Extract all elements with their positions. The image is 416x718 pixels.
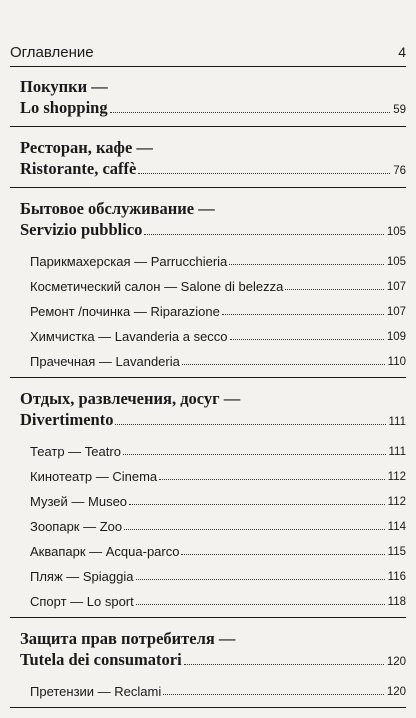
entry-label: Зоопарк — Zoo <box>30 519 123 534</box>
entry-page-number: 107 <box>386 306 406 318</box>
section-title-ru: Ресторан, кафе — <box>20 138 153 157</box>
dot-leader <box>159 479 385 480</box>
dot-leader <box>230 339 384 340</box>
dot-leader <box>181 554 384 555</box>
toc-section <box>10 198 406 378</box>
entry-label: Претензии — Reclami <box>30 684 162 699</box>
section-title-line[interactable] <box>20 409 406 430</box>
toc-entry[interactable] <box>20 344 406 369</box>
entry-page-number: 115 <box>387 546 406 558</box>
table-of-contents <box>10 76 406 718</box>
toc-entry[interactable] <box>20 484 406 509</box>
section-title-ru: Защита прав потребителя — <box>20 629 236 648</box>
section-title-it: Ristorante, caffè <box>20 159 137 178</box>
dot-leader <box>184 664 384 665</box>
entry-label: Парикмахерская — Parrucchieria <box>30 254 228 269</box>
section-title-line[interactable] <box>20 219 406 240</box>
dot-leader <box>285 289 384 290</box>
entry-label: Косметический салон — Salone di belezza <box>30 279 284 294</box>
toc-entry[interactable] <box>20 534 406 559</box>
entry-label: Аквапарк — Acqua-parco <box>30 544 180 559</box>
toc-entry[interactable] <box>20 509 406 534</box>
toc-entry[interactable] <box>20 319 406 344</box>
entry-label: Пляж — Spiaggia <box>30 569 134 584</box>
toc-entry[interactable] <box>20 584 406 609</box>
entry-label: Музей — Museo <box>30 494 128 509</box>
dot-leader <box>123 454 386 455</box>
toc-entry[interactable] <box>20 294 406 319</box>
entry-page-number: 116 <box>387 571 406 583</box>
section-title-ru: Бытовое обслуживание — <box>20 199 215 218</box>
entry-page-number: 107 <box>386 281 406 293</box>
section-title-it: Servizio pubblico <box>20 220 143 239</box>
entry-label: Ремонт /починка — Riparazione <box>30 304 220 319</box>
toc-entry[interactable] <box>20 674 406 699</box>
section-title-line[interactable] <box>20 649 406 670</box>
subsection-list <box>20 674 406 699</box>
entry-page-number: 120 <box>386 686 406 698</box>
dot-leader <box>129 504 385 505</box>
entry-page-number: 111 <box>388 446 406 458</box>
entry-label: Спорт — Lo sport <box>30 594 134 609</box>
subsection-list <box>20 434 406 609</box>
section-title-line[interactable] <box>20 158 406 179</box>
section-page-number: 59 <box>393 104 406 116</box>
entry-label: Химчистка — Lavanderia a secco <box>30 329 228 344</box>
section-title-line[interactable] <box>20 97 406 118</box>
section-page-number: 111 <box>388 416 406 428</box>
entry-page-number: 118 <box>387 596 406 608</box>
toc-entry[interactable] <box>20 269 406 294</box>
header-page-number: 4 <box>398 44 406 60</box>
section-title-ru: Покупки — <box>20 77 108 96</box>
section-page-number: 120 <box>386 656 406 668</box>
entry-label: Прачечная — Lavanderia <box>30 354 180 369</box>
toc-entry[interactable] <box>20 244 406 269</box>
entry-label: Театр — Teatro <box>30 444 121 459</box>
entry-page-number: 105 <box>386 256 406 268</box>
entry-label: Кинотеатр — Cinema <box>30 469 158 484</box>
section-title-it: Tutela dei consumatori <box>20 650 182 669</box>
section-page-number: 105 <box>386 226 406 238</box>
dot-leader <box>136 604 385 605</box>
toc-section <box>10 628 406 708</box>
header-title: Оглавление <box>10 44 94 61</box>
dot-leader <box>110 112 391 113</box>
entry-page-number: 109 <box>386 331 406 343</box>
section-page-number: 76 <box>393 165 406 177</box>
toc-section <box>10 76 406 127</box>
dot-leader <box>124 529 385 530</box>
dot-leader <box>222 314 384 315</box>
dot-leader <box>136 579 385 580</box>
dot-leader <box>182 364 385 365</box>
dot-leader <box>144 234 383 235</box>
dot-leader <box>138 173 390 174</box>
dot-leader <box>115 424 385 425</box>
running-header <box>10 44 406 67</box>
dot-leader <box>229 264 384 265</box>
section-title-it: Lo shopping <box>20 98 108 117</box>
section-title-ru: Отдых, развлечения, досуг — <box>20 389 241 408</box>
entry-page-number: 112 <box>387 496 406 508</box>
toc-section <box>10 137 406 188</box>
entry-page-number: 110 <box>387 356 406 368</box>
subsection-list <box>20 244 406 369</box>
toc-entry[interactable] <box>20 459 406 484</box>
entry-page-number: 114 <box>387 521 406 533</box>
dot-leader <box>163 694 384 695</box>
section-title-it: Divertimento <box>20 410 114 429</box>
toc-section <box>10 388 406 618</box>
entry-page-number: 112 <box>387 471 406 483</box>
toc-entry[interactable] <box>20 559 406 584</box>
toc-entry[interactable] <box>20 434 406 459</box>
